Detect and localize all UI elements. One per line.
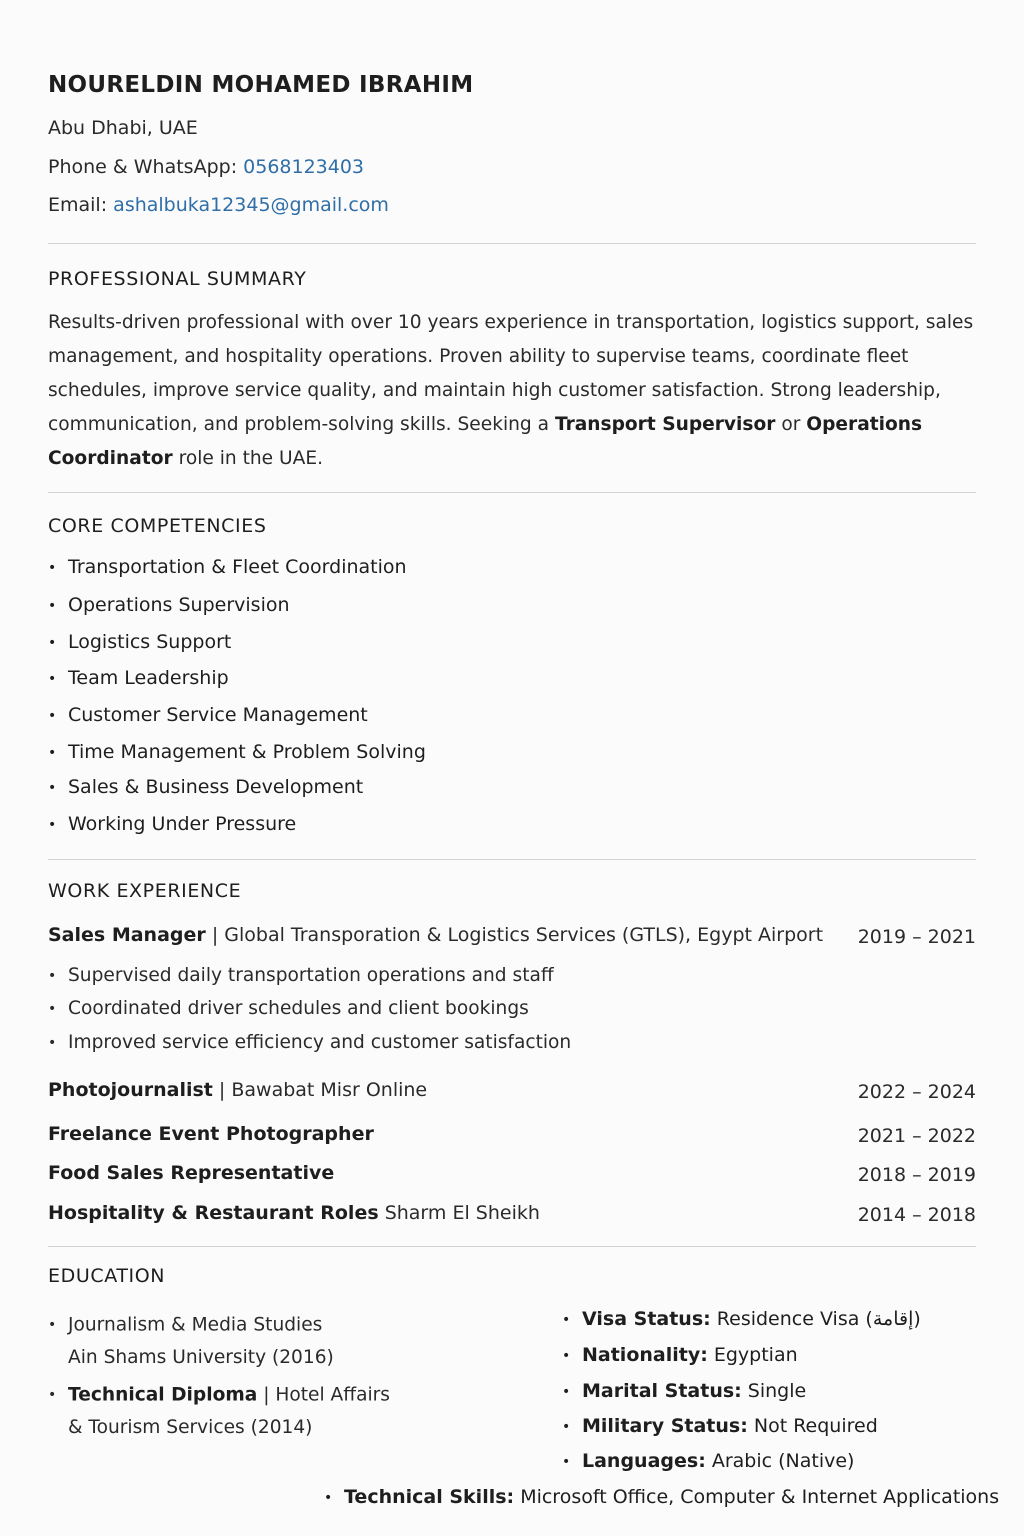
bullet-icon: • [48,597,57,614]
experience-heading: WORK EXPERIENCE [48,880,242,902]
personal-detail: • Nationality: Egyptian [562,1344,798,1366]
bullet-icon: • [562,1453,571,1470]
bullet-icon: • [562,1418,571,1435]
bullet-icon: • [324,1489,333,1506]
personal-detail: • Marital Status: Single [562,1380,807,1402]
competencies-heading: CORE COMPETENCIES [48,515,267,537]
candidate-name: NOURELDIN MOHAMED IBRAHIM [48,72,474,98]
job-bullet: • Improved service efficiency and customer satisfaction [48,1032,572,1053]
personal-detail: • Technical Skills: Microsoft Office, Computer & Internet Applications [324,1486,1000,1508]
bullet-icon: • [562,1311,571,1328]
competency-item: • Operations Supervision [48,594,290,616]
bullet-icon: • [48,634,57,651]
bullet-icon: • [48,670,57,687]
job-years: 2014 – 2018 [857,1204,976,1226]
bullet-icon: • [48,779,57,796]
email-label: Email: [48,194,108,216]
job-years: 2019 – 2021 [857,926,976,948]
job-years: 2021 – 2022 [857,1125,976,1147]
job-event-photographer: Freelance Event Photographer [48,1123,374,1145]
divider [48,859,976,860]
divider [48,243,976,244]
email-link[interactable]: ashalbuka12345@gmail.com [113,194,389,216]
job-hospitality: Hospitality & Restaurant Roles Sharm El Sheikh [48,1202,540,1224]
job-sales-manager: Sales Manager | Global Transporation & Logistics Services (GTLS), Egypt Airport [48,924,824,946]
personal-detail: • Visa Status: Residence Visa (إقامة) [562,1308,921,1330]
education-heading: EDUCATION [48,1265,166,1287]
bullet-icon: • [48,559,57,576]
education-item: • Journalism & Media Studies Ain Shams University (2016) [48,1314,334,1368]
location: Abu Dhabi, UAE [48,117,198,139]
summary-text: Results-driven professional with over 10 years experience in transportation, logistics support, sales management, and hospitality operations. Proven ability to supervise teams, coordinate fleet schedules, improve service quality, and maintain high customer satisfaction. Strong leadership, communication, and problem-solving skills. Seeking a Transport Supervisor or Operations Coordinator role in the UAE. [48,312,974,469]
summary-heading: PROFESSIONAL SUMMARY [48,268,307,290]
education-item: • Technical Diploma | Hotel Affairs & Tourism Services (2014) [48,1384,390,1438]
email-line [48,194,389,216]
bullet-icon: • [48,744,57,761]
bullet-icon: • [48,707,57,724]
competency-item: • Sales & Business Development [48,776,364,798]
bullet-icon: • [562,1383,571,1400]
competency-item: • Transportation & Fleet Coordination [48,556,407,578]
job-years: 2022 – 2024 [857,1081,976,1103]
job-years: 2018 – 2019 [857,1164,976,1186]
phone-line [48,156,364,178]
job-bullet: • Coordinated driver schedules and client bookings [48,998,529,1019]
competency-item: • Customer Service Management [48,704,368,726]
competency-item: • Working Under Pressure [48,813,297,835]
divider [48,492,976,493]
job-food-sales: Food Sales Representative [48,1162,335,1184]
job-bullet: • Supervised daily transportation operations and staff [48,965,554,986]
job-photojournalist: Photojournalist | Bawabat Misr Online [48,1079,428,1101]
bullet-icon: • [48,816,57,833]
competency-item: • Time Management & Problem Solving [48,741,426,763]
competency-item: • Logistics Support [48,631,232,653]
phone-link[interactable]: 0568123403 [243,156,365,178]
personal-detail: • Languages: Arabic (Native) [562,1450,855,1472]
phone-label: Phone & WhatsApp: [48,156,238,178]
divider [48,1246,976,1247]
personal-detail: • Military Status: Not Required [562,1415,878,1437]
bullet-icon: • [562,1347,571,1364]
competency-item: • Team Leadership [48,667,229,689]
